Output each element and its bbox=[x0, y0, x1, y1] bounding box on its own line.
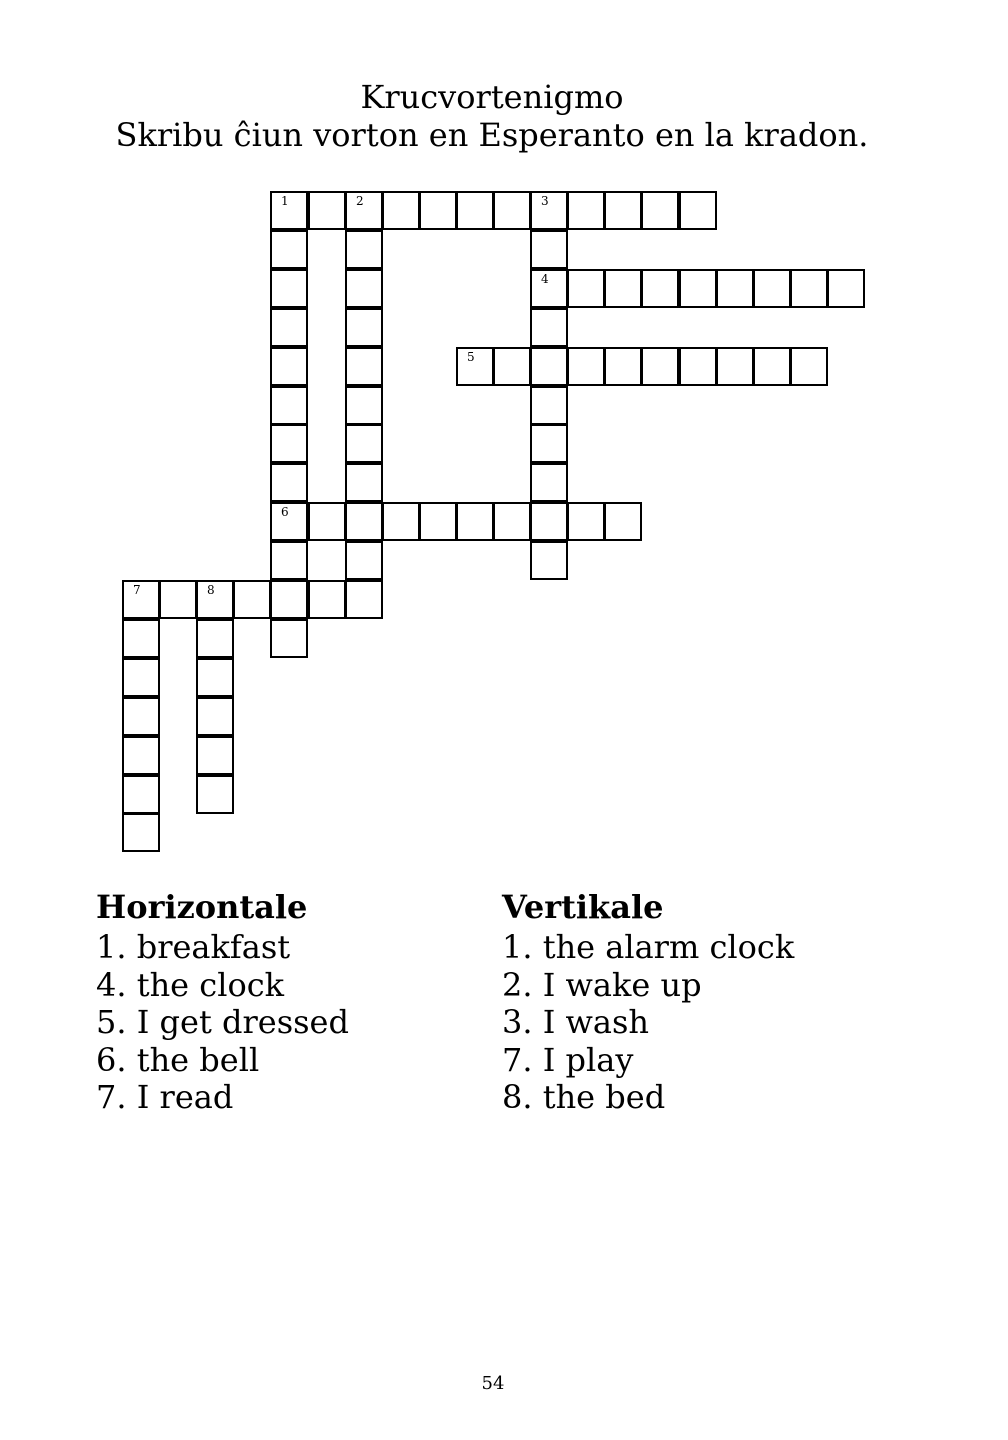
crossword-cell[interactable] bbox=[159, 580, 197, 619]
crossword-cell[interactable] bbox=[196, 736, 234, 775]
clue-item: 7. I play bbox=[502, 1040, 634, 1079]
crossword-cell[interactable] bbox=[493, 191, 531, 230]
crossword-cell[interactable] bbox=[456, 191, 494, 230]
crossword-cell[interactable] bbox=[493, 502, 531, 541]
crossword-cell[interactable] bbox=[270, 230, 308, 269]
crossword-cell[interactable] bbox=[345, 347, 383, 386]
clue-item: 4. the clock bbox=[96, 965, 285, 1004]
crossword-cell[interactable] bbox=[419, 502, 457, 541]
crossword-cell[interactable] bbox=[530, 191, 568, 230]
crossword-cell[interactable] bbox=[308, 191, 346, 230]
crossword-cell[interactable] bbox=[419, 191, 457, 230]
crossword-cell[interactable] bbox=[270, 619, 308, 658]
clue-item: 7. I read bbox=[96, 1078, 234, 1116]
crossword-cell[interactable] bbox=[456, 347, 494, 386]
crossword-cell[interactable] bbox=[270, 502, 308, 541]
crossword-cell[interactable] bbox=[567, 269, 605, 308]
clue-number: 2 bbox=[356, 194, 364, 208]
crossword-cell[interactable] bbox=[530, 541, 568, 580]
crossword-cell[interactable] bbox=[382, 191, 420, 230]
instruction-text: Skribu ĉiun vorton en Esperanto en la kradon. bbox=[115, 116, 869, 154]
clue-number: 7 bbox=[133, 583, 141, 597]
clue-number: 5 bbox=[467, 350, 475, 364]
crossword-cell[interactable] bbox=[270, 308, 308, 347]
clue-item: 5. I get dressed bbox=[96, 1003, 349, 1041]
crossword-cell[interactable] bbox=[270, 463, 308, 502]
clue-number: 6 bbox=[281, 505, 289, 519]
page-title: Krucvortenigmo bbox=[360, 78, 624, 116]
crossword-cell[interactable] bbox=[345, 541, 383, 580]
crossword-cell[interactable] bbox=[345, 580, 383, 619]
crossword-cell[interactable] bbox=[122, 619, 160, 658]
crossword-cell[interactable] bbox=[530, 386, 568, 425]
crossword-cell[interactable] bbox=[122, 697, 160, 736]
down-clues bbox=[502, 888, 794, 1117]
crossword-cell[interactable] bbox=[679, 191, 717, 230]
crossword-cell[interactable] bbox=[270, 347, 308, 386]
clue-item: 3. I wash bbox=[502, 1003, 650, 1041]
crossword-cell[interactable] bbox=[345, 502, 383, 541]
crossword-cell[interactable] bbox=[604, 269, 642, 308]
crossword-cell[interactable] bbox=[233, 580, 271, 619]
clue-number: 8 bbox=[207, 583, 215, 597]
crossword-cell[interactable] bbox=[345, 386, 383, 425]
crossword-cell[interactable] bbox=[790, 347, 828, 386]
across-clues bbox=[96, 888, 349, 1117]
crossword-cell[interactable] bbox=[679, 269, 717, 308]
crossword-cell[interactable] bbox=[270, 269, 308, 308]
crossword-cell[interactable] bbox=[604, 502, 642, 541]
crossword-cell[interactable] bbox=[122, 813, 160, 852]
crossword-cell[interactable] bbox=[530, 463, 568, 502]
crossword-cell[interactable] bbox=[641, 347, 679, 386]
crossword-cell[interactable] bbox=[530, 230, 568, 269]
crossword-cell[interactable] bbox=[567, 191, 605, 230]
crossword-cell[interactable] bbox=[530, 269, 568, 308]
crossword-cell[interactable] bbox=[679, 347, 717, 386]
crossword-cell[interactable] bbox=[530, 308, 568, 347]
crossword-cell[interactable] bbox=[196, 619, 234, 658]
crossword-cell[interactable] bbox=[530, 347, 568, 386]
clue-item: 8. the bed bbox=[502, 1078, 666, 1116]
crossword-cell[interactable] bbox=[345, 463, 383, 502]
crossword-cell[interactable] bbox=[270, 580, 308, 619]
crossword-cell[interactable] bbox=[641, 191, 679, 230]
crossword-cell[interactable] bbox=[196, 697, 234, 736]
clue-number: 1 bbox=[281, 194, 289, 208]
crossword-cell[interactable] bbox=[196, 775, 234, 814]
crossword-cell[interactable] bbox=[567, 502, 605, 541]
crossword-cell[interactable] bbox=[345, 230, 383, 269]
crossword-cell[interactable] bbox=[308, 580, 346, 619]
crossword-cell[interactable] bbox=[382, 502, 420, 541]
crossword-cell[interactable] bbox=[270, 541, 308, 580]
crossword-cell[interactable] bbox=[196, 658, 234, 697]
crossword-cell[interactable] bbox=[716, 269, 754, 308]
crossword-cell[interactable] bbox=[604, 347, 642, 386]
down-heading: Vertikale bbox=[502, 888, 664, 926]
crossword-cell[interactable] bbox=[122, 580, 160, 619]
crossword-cell[interactable] bbox=[530, 502, 568, 541]
crossword-cell[interactable] bbox=[567, 347, 605, 386]
crossword-cell[interactable] bbox=[122, 775, 160, 814]
crossword-cell[interactable] bbox=[308, 502, 346, 541]
clue-item: 1. breakfast bbox=[96, 928, 291, 966]
across-heading: Horizontale bbox=[96, 888, 308, 926]
crossword-cell[interactable] bbox=[270, 191, 308, 230]
crossword-cell[interactable] bbox=[270, 424, 308, 463]
crossword-cell[interactable] bbox=[345, 191, 383, 230]
clue-number: 4 bbox=[541, 272, 549, 286]
clue-item: 1. the alarm clock bbox=[502, 928, 795, 966]
crossword-cell[interactable] bbox=[196, 580, 234, 619]
crossword-cell[interactable] bbox=[122, 658, 160, 697]
crossword-cell[interactable] bbox=[827, 269, 865, 308]
page-number: 54 bbox=[481, 1373, 505, 1394]
crossword-cell[interactable] bbox=[641, 269, 679, 308]
crossword-cell[interactable] bbox=[493, 347, 531, 386]
crossword-cell[interactable] bbox=[345, 424, 383, 463]
crossword-cell[interactable] bbox=[270, 386, 308, 425]
crossword-cell[interactable] bbox=[753, 347, 791, 386]
crossword-cell[interactable] bbox=[604, 191, 642, 230]
crossword-cell[interactable] bbox=[530, 424, 568, 463]
crossword-cell[interactable] bbox=[790, 269, 828, 308]
clue-item: 2. I wake up bbox=[502, 965, 702, 1004]
crossword-cell[interactable] bbox=[345, 308, 383, 347]
clue-item: 6. the bell bbox=[96, 1040, 260, 1079]
crossword-cell[interactable] bbox=[345, 269, 383, 308]
crossword-cell[interactable] bbox=[456, 502, 494, 541]
clue-number: 3 bbox=[541, 194, 549, 208]
crossword-cell[interactable] bbox=[753, 269, 791, 308]
crossword-cell[interactable] bbox=[122, 736, 160, 775]
crossword-cell[interactable] bbox=[716, 347, 754, 386]
